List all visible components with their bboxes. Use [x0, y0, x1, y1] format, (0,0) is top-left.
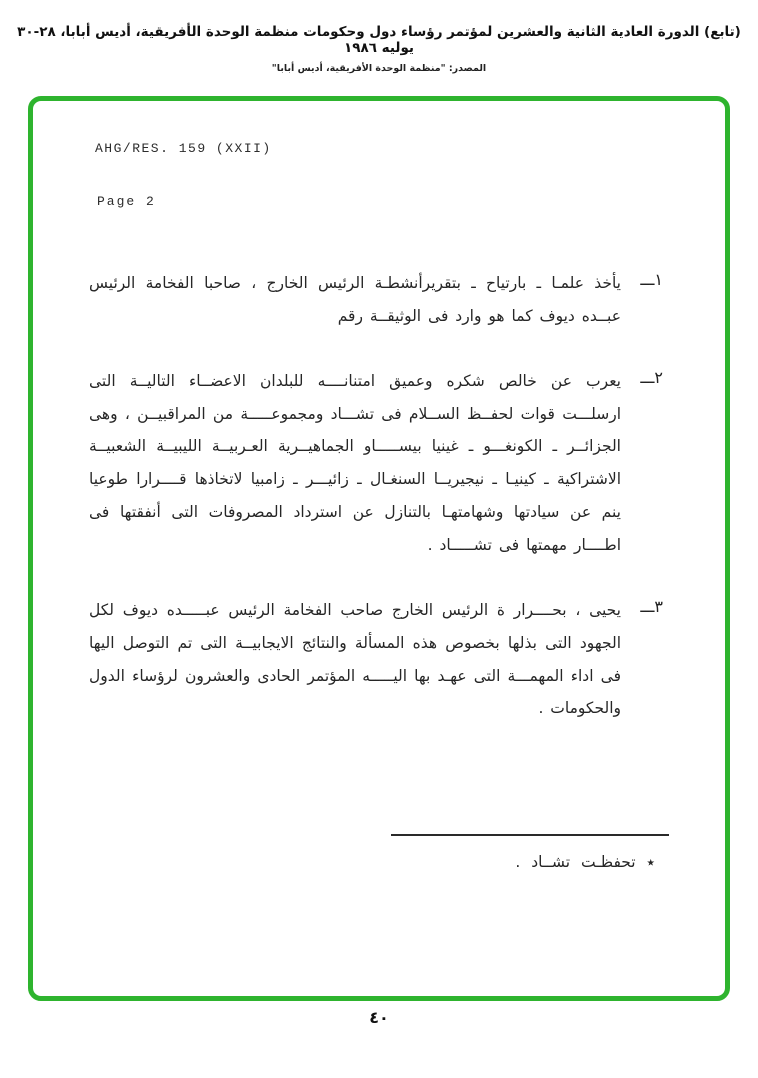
paragraph-number: ٢ـــ: [640, 367, 663, 387]
paragraph: [89, 365, 663, 562]
document-header: (تابع) الدورة العادية الثانية والعشرين لمؤتمر رؤساء دول وحكومات منظمة الوحدة الأفريقية، أديس أبابا، ٢٨-٣٠ يوليه ١٩٨٦: [17, 24, 741, 56]
paragraph-list: [89, 267, 663, 725]
footnote: ٭ تحفظـت تشــاد .: [515, 853, 655, 871]
paragraph-text: يعرب عن خالص شكره وعميق امتنانــــه للبلدان الاعضــاء التاليــة التى ارسلـــت قوات لحفــظ الســلام فى تشـــاد ومجموعـــــة من المراقبيــن ، وهى الجزائــر ـ الكونغـــو ـ غينيا بيســـــاو الجماهيــرية العـربيــة الليبيــة الشعبيــة الاشتراكية ـ كينيـا ـ نيجيريــا السنغـال ـ زائيـــر ـ زامبيا لاتخاذها قــــرارا طوعيا ينم عن سيادتها وشهامتهـا بالتنازل عن استرداد المصروفات التى أنفقتها فى اطــــار مهمتها فى تشـــــاد .: [89, 371, 621, 555]
paragraph-number: ١ـــ: [640, 270, 663, 289]
paragraph: [89, 267, 663, 333]
document-reference: AHG/RES. 159 (XXII): [95, 141, 272, 156]
page-label: Page 2: [97, 194, 156, 209]
footnote-separator: [391, 834, 669, 836]
paragraph-text: يأخذ علمـا ـ بارتياح ـ بتقريرأنشطـة الرئيس الخارج ، صاحبا الفخامة الرئيس عبــده ديوف كما هو وارد فى الوثيقــة رقم: [89, 274, 621, 325]
page-number: ٤٠: [369, 1008, 389, 1027]
paragraph: [89, 594, 663, 725]
scanned-page-frame: [28, 96, 730, 1001]
paragraph-number: ٣ـــ: [640, 596, 663, 616]
source-line: المصدر: "منظمة الوحدة الأفريقية، أديس أبابا": [271, 63, 487, 74]
paragraph-text: يحيى ، بحــــرار ة الرئيس الخارج صاحب الفخامة الرئيس عبـــــده ديوف لكل الجهود التى بذلها بخصوص هذه المسألة والنتائج الايجابيــة التى تم التوصل اليها فى اداء المهمـــة التى عهـد بها اليـــــه المؤتمر الحادى والعشرون لرؤساء الدول والحكومات .: [89, 600, 621, 718]
